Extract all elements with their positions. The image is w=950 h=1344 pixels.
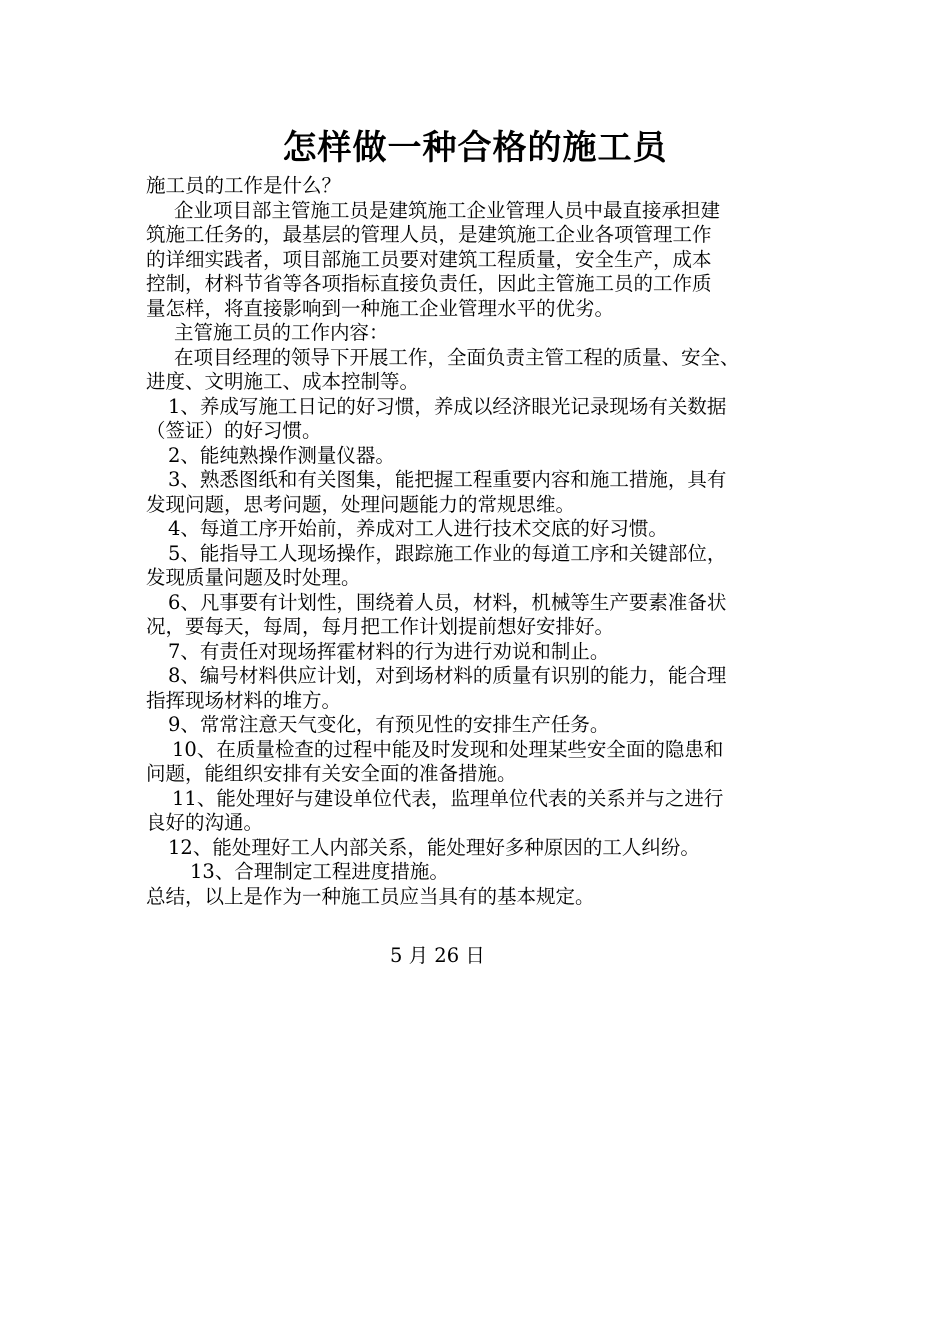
document-title: 怎样做一种合格的施工员	[282, 128, 668, 168]
list-item: 6、凡事要有计划性，围绕着人员，材料，机械等生产要素准备状	[168, 590, 727, 614]
list-item: 13、合理制定工程进度措施。	[190, 860, 449, 883]
section-heading: 主管施工员的工作内容：	[174, 321, 389, 344]
paragraph-line: 在项目经理的领导下开展工作，全面负责主管工程的质量、安全、	[174, 345, 740, 369]
list-item: 8、编号材料供应计划，对到场材料的质量有识别的能力，能合理	[168, 664, 727, 687]
list-item-continuation: 问题，能组织安排有关安全面的准备措施。	[146, 762, 517, 785]
list-item: 9、常常注意天气变化，有预见性的安排生产任务。	[168, 713, 610, 736]
list-item: 10、在质量检查的过程中能及时发现和处理某些安全面的隐患和	[172, 737, 724, 761]
list-item: 12、能处理好工人内部关系，能处理好多种原因的工人纠纷。	[168, 835, 700, 859]
list-item: 7、有责任对现场挥霍材料的行为进行劝说和制止。	[168, 639, 610, 663]
paragraph-line: 企业项目部主管施工员是建筑施工企业管理人员中最直接承担建	[174, 198, 721, 222]
list-item: 1、养成写施工日记的好习惯，养成以经济眼光记录现场有关数据	[168, 394, 727, 418]
document-date: 5 月 26 日	[390, 944, 485, 967]
list-item-continuation: （签证）的好习惯。	[146, 419, 322, 442]
paragraph-line: 进度、文明施工、成本控制等。	[146, 370, 420, 393]
list-item: 4、每道工序开始前，养成对工人进行技术交底的好习惯。	[168, 517, 668, 540]
list-item-continuation: 指挥现场材料的堆方。	[146, 688, 342, 712]
list-item-continuation: 况，要每天，每周，每月把工作计划提前想好安排好。	[146, 615, 615, 638]
paragraph-line: 的详细实践者，项目部施工员要对建筑工程质量，安全生产，成本	[146, 247, 712, 271]
paragraph-line: 控制，材料节省等各项指标直接负责任，因此主管施工员的工作质	[146, 272, 712, 295]
list-item: 3、熟悉图纸和有关图集，能把握工程重要内容和施工措施，具有	[168, 468, 727, 491]
list-item: 11、能处理好与建设单位代表，监理单位代表的关系并与之进行	[172, 786, 724, 810]
document-body	[146, 174, 836, 909]
list-item-continuation: 良好的沟通。	[146, 811, 264, 834]
paragraph-line: 筑施工任务的，最基层的管理人员，是建筑施工企业各项管理工作	[146, 223, 712, 246]
list-item: 2、能纯熟操作测量仪器。	[168, 443, 395, 467]
list-item-continuation: 发现质量问题及时处理。	[146, 566, 361, 589]
paragraph-line: 量怎样，将直接影响到一种施工企业管理水平的优劣。	[146, 296, 615, 320]
list-item: 5、能指导工人现场操作，跟踪施工作业的每道工序和关键部位，	[168, 541, 727, 565]
section-heading: 施工员的工作是什么？	[146, 174, 342, 197]
summary-line: 总结，以上是作为一种施工员应当具有的基本规定。	[146, 884, 595, 908]
list-item-continuation: 发现问题，思考问题，处理问题能力的常规思维。	[146, 492, 576, 516]
